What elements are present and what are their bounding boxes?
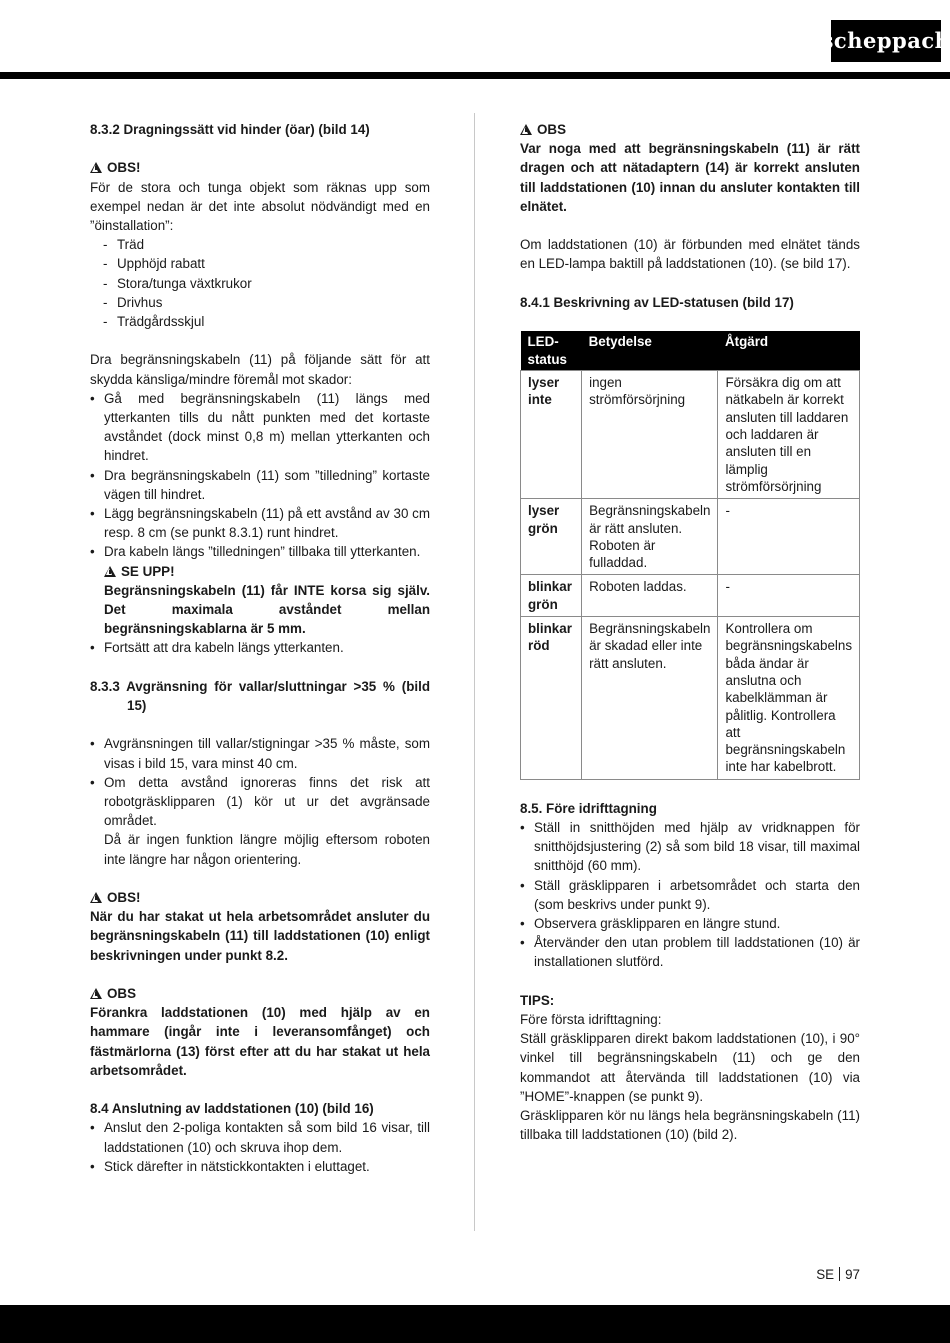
warning-icon [90,988,102,999]
tips-text-2: Gräsklipparen kör nu längs hela begränsningskabeln (11) tillbaka till laddstationen (10) (bild 2). [520,1107,860,1143]
led-paragraph: Om laddstationen (10) är förbunden med elnätet tänds en LED-lampa baktill på laddstationen (10). (se bild 17). [520,237,860,272]
cell-status: lyser grön [521,499,582,575]
list-item: • Stick därefter in nätstickkontakten i eluttaget. [90,1157,430,1176]
heading-8-4-1: 8.4.1 Beskrivning av LED-statusen (bild 17) [520,294,794,310]
heading-8-3-3: 8.3.3 Avgränsning för vallar/sluttningar >35 % (bild 15) [90,678,430,714]
obs-note-2-text: När du har stakat ut hela arbetsområdet ansluter du begränsningskabeln (11) till laddstationen (10) enligt beskrivningen under punkt 8.2. [90,909,430,963]
table-header-row [521,331,860,371]
warning-icon [520,124,532,135]
cell-action: - [718,575,860,617]
heading-8-4: 8.4 Anslutning av laddstationen (10) (bild 16) [90,1101,374,1117]
procedure-list-a [90,389,430,562]
tips-subtitle: Före första idrifttagning: [520,1011,662,1027]
list-item: • Ställ in snitthöjden med hjälp av vridknappen för snitthöjdsjustering (2) så som bild 18 visar, till maximal snitthöjd (60 mm). [520,818,860,876]
seupp-title: SE UPP! [104,562,430,581]
tips-title: TIPS: [520,992,555,1008]
cell-action: Kontrollera om begränsningskabelns båda ändar är anslutna och kabelklämman är pålitlig. Kontrollera att begränsningskabeln inte har kabelbrott. [718,617,860,780]
table-row [521,575,860,617]
cell-meaning: Begränsningskabeln är skadad eller inte rätt ansluten. [582,617,718,780]
startup-list [520,818,860,972]
list-item: • Om detta avstånd ignoreras finns det risk att robotgräsklipparen (1) kör ut ur det avgränsade området. [90,773,430,831]
list-item: • Avgränsningen till vallar/stigningar >35 % måste, som visas i bild 15, vara minst 40 cm. [90,734,430,772]
table-row [521,499,860,575]
obs-note-1-text: För de stora och tunga objekt som räknas upp som exempel nedan är det inte absolut nödvändigt med en ”öinstallation”: [90,179,430,233]
seupp-note [90,562,430,639]
cell-status: lyser inte [521,371,582,499]
list-item: • Återvänder den utan problem till laddstationen (10) är installationen slutförd. [520,933,860,971]
tips-text-1: Ställ gräsklipparen direkt bakom laddstationen (10), i 90° vinkel till begränsningskabeln (11) och ge den kommandot att återvända till laddstationen (10) via ”HOME”-knappen (se punkt 9). [520,1031,860,1104]
right-column [520,120,860,1144]
column-divider [474,113,475,1231]
left-column [90,120,430,1176]
list-item: • Fortsätt att dra kabeln längs ytterkanten. [90,638,430,657]
list-item: • Dra begränsningskabeln (11) som ”tilledning” kortaste vägen till hindret. [90,466,430,504]
list-item: - Upphöjd rabatt [90,254,430,273]
footer-bar [0,1305,950,1343]
list-item: - Drivhus [90,293,430,312]
warning-icon [104,566,116,577]
warning-icon [90,892,102,903]
brand-logo-text: scheppach [821,28,950,54]
cell-status: blinkar grön [521,575,582,617]
table-row [521,371,860,499]
obs-note-right-title: OBS [520,120,860,139]
seupp-text: Begränsningskabeln (11) får INTE korsa sig själv. Det maximala avståndet mellan begränsningskablarna är 5 mm. [104,582,430,637]
table-row [521,617,860,780]
page-num: 97 [845,1267,860,1282]
header-rule [0,72,950,79]
cell-meaning: Roboten laddas. [582,575,718,617]
list-item: • Dra kabeln längs ”tilledningen” tillbaka till ytterkanten. [90,542,430,561]
brand-logo [821,20,950,62]
cell-action: Försäkra dig om att nätkabeln är korrekt ansluten till laddaren och laddaren är ansluten till en lämplig strömförsörjning [718,371,860,499]
cell-meaning: ingen strömförsörjning [582,371,718,499]
procedure-list-b [90,734,430,830]
obs-note-1-title: OBS! [90,158,430,177]
procedure-list-b-continuation: Då är ingen funktion längre möjlig eftersom roboten inte längre har någon orientering. [104,832,430,867]
cell-action: - [718,499,860,575]
list-item: • Observera gräsklipparen en längre stund. [520,914,860,933]
procedure-list-a-last [90,638,430,657]
heading-8-3-2: 8.3.2 Dragningssätt vid hinder (öar) (bild 14) [90,122,370,137]
column-header-meaning: Betydelse [582,331,718,371]
obs-note-3-text: Förankra laddstationen (10) med hjälp av en hammare (ingår inte i leveransomfånget) och fästmärlorna (13) först efter att du har stakat ut hela arbetsområdet. [90,1005,430,1078]
heading-8-5: 8.5. Före idrifttagning [520,800,657,816]
warning-icon [90,162,102,173]
procedure-list-c [90,1118,430,1176]
cell-meaning: Begränsningskabeln är rätt ansluten. Roboten är fulladdad. [582,499,718,575]
list-item: - Stora/tunga växtkrukor [90,274,430,293]
list-item: • Gå med begränsningskabeln (11) längs med ytterkanten tills du nått punkten med det kortaste avståndet (dock minst 0,8 m) mellan ytterkanten och hindret. [90,389,430,466]
list-item: • Lägg begränsningskabeln (11) på ett avstånd av 30 cm resp. 8 cm (se punkt 8.3.1) runt hindret. [90,504,430,542]
list-item: - Trädgårdsskjul [90,312,430,331]
page-number [790,1265,860,1284]
cell-status: blinkar röd [521,617,582,780]
led-status-table [520,331,860,780]
obs-note-3-title: OBS [90,984,430,1003]
list-item: - Träd [90,235,430,254]
obs-note-right-text: Var noga med att begränsningskabeln (11) är rätt dragen och att nätadaptern (14) är korrekt ansluten till laddstationen (10) innan du ansluter kontakten till elnätet. [520,141,860,214]
obstacle-list [90,235,430,331]
column-header-action: Åtgärd [718,331,860,371]
list-item: • Anslut den 2-poliga kontakten så som bild 16 visar, till laddstationen (10) och skruva ihop dem. [90,1118,430,1156]
list-item: • Ställ gräsklipparen i arbetsområdet och starta den (som beskrivs under punkt 9). [520,876,860,914]
obs-note-2-title: OBS! [90,888,430,907]
column-header-status: LED-status [521,331,582,371]
intro-paragraph: Dra begränsningskabeln (11) på följande sätt för att skydda känsliga/mindre föremål mot skador: [90,352,430,387]
page-lang: SE [816,1267,835,1282]
